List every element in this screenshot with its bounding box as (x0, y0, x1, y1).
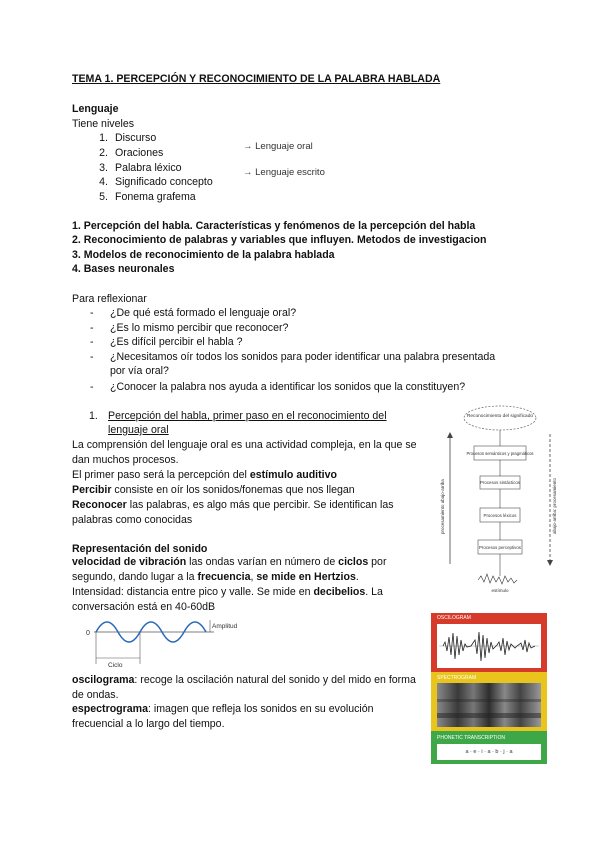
wave-diagram (84, 614, 254, 672)
process-diagram (438, 404, 562, 594)
svg-text:Procesos léxicos: Procesos léxicos (483, 513, 517, 518)
list-item: - ¿Es lo mismo percibir que reconocer? (90, 322, 289, 334)
wave-amplitud-label: Amplitud (212, 623, 238, 630)
reflexionar-heading: Para reflexionar (72, 293, 147, 305)
list-item: - ¿De qué está formado el lenguaje oral? (90, 307, 297, 319)
percepcion-heading-line2: lenguaje oral (108, 424, 169, 436)
oscilogram-image (437, 624, 541, 668)
stimulus-label: estímulo (491, 588, 509, 593)
left-label: procesamiento abajo-arriba (440, 479, 445, 534)
lenguaje-intro: Tiene niveles (72, 118, 135, 130)
wave-ciclo-label: Ciclo (108, 662, 123, 669)
spectrogram-panel (431, 672, 547, 731)
section-4: 4. Bases neuronales (72, 263, 175, 275)
representacion-heading: Representación del sonido (72, 543, 208, 555)
oscilograma-paragraph: oscilograma: recoge la oscilación natural del sonido y del mido en forma de ondas. (72, 674, 416, 702)
svg-text:Procesos semánticos y pragmáti: Procesos semánticos y pragmáticos (466, 451, 534, 456)
stimulus-wave (478, 574, 517, 584)
percepcion-paragraph-1: La comprensión del lenguaje oral es una actividad compleja, en la que se dan muchos procesos. (72, 439, 417, 467)
percepcion-paragraph-2: El primer paso será la percepción del estímulo auditivo (72, 469, 337, 481)
percepcion-number: 1. (89, 410, 98, 422)
list-item: 2. Oraciones (99, 146, 164, 159)
phonetic-label: PHONETIC TRANSCRIPTION (437, 735, 505, 741)
list-item: - ¿Necesitamos oír todos los sonidos para poder identificar una palabra presentada (90, 351, 496, 363)
note-lenguaje-escrito: → Lenguaje escrito (243, 167, 325, 178)
note-lenguaje-oral: → Lenguaje oral (243, 141, 313, 152)
list-item: - ¿Conocer la palabra nos ayuda a identificar los sonidos que la constituyen? (90, 381, 466, 393)
svg-text:Procesos perceptivos: Procesos perceptivos (479, 545, 521, 550)
spectrogram-label: SPECTROGRAM (437, 675, 477, 681)
levels-list (72, 131, 213, 205)
representacion-paragraph-1: velocidad de vibración las ondas varían en número de ciclos por segundo, dando lugar a la frecuencia, se mide en Hertzios. (72, 556, 387, 584)
list-item: 1. Discurso (99, 132, 157, 144)
top-cloud-label: Reconocimiento del significado (466, 414, 534, 419)
analysis-panels (431, 613, 547, 764)
list-item: - ¿Es difícil percibir el habla ? (90, 336, 243, 348)
representacion-paragraph-2: Intensidad: distancia entre pico y valle. Se mide en decibelios. La conversación está en 40-60dB (72, 586, 383, 614)
percepcion-paragraph-4: Reconocer las palabras, es algo más que percibir. Se identifican las palabras como conocidas (72, 499, 394, 527)
percepcion-heading-line1: Percepción del habla, primer paso en el reconocimiento del (108, 410, 387, 422)
list-item: 3. Palabra léxico (99, 161, 182, 174)
lenguaje-heading: Lenguaje (72, 103, 119, 115)
percepcion-paragraph-3: Percibir consiste en oír los sonidos/fonemas que nos llegan (72, 484, 355, 496)
page-title: TEMA 1. PERCEPCIÓN Y RECONOCIMIENTO DE LA PALABRA HABLADA (72, 73, 441, 85)
wave-zero-label: 0 (86, 630, 90, 637)
section-2: 2. Reconocimiento de palabras y variables que influyen. Metodos de investigacion (72, 234, 487, 246)
list-item: 5. Fonema grafema (99, 191, 196, 204)
phonetic-symbols: a · e · i · a · b · j · a (437, 744, 541, 760)
espectrograma-paragraph: espectrograma: imagen que refleja los sonidos en su evolución frecuencial a lo largo del tiempo. (72, 703, 374, 731)
section-1: 1. Percepción del habla. Características y fenómenos de la percepción del habla (72, 220, 476, 232)
section-3: 3. Modelos de reconocimiento de la palabra hablada (72, 249, 335, 261)
oscilogram-label: OSCILOGRAM (437, 615, 471, 621)
list-item-continuation: por vía oral? (110, 365, 169, 377)
oscilogram-panel (431, 613, 547, 672)
spectrogram-image (437, 683, 541, 727)
right-label: abajo-arriba: procesamiento (552, 477, 557, 534)
svg-text:Procesos sintácticos: Procesos sintácticos (479, 480, 521, 485)
list-item: 4. Significado concepto (99, 176, 213, 189)
phonetic-panel (431, 731, 547, 764)
